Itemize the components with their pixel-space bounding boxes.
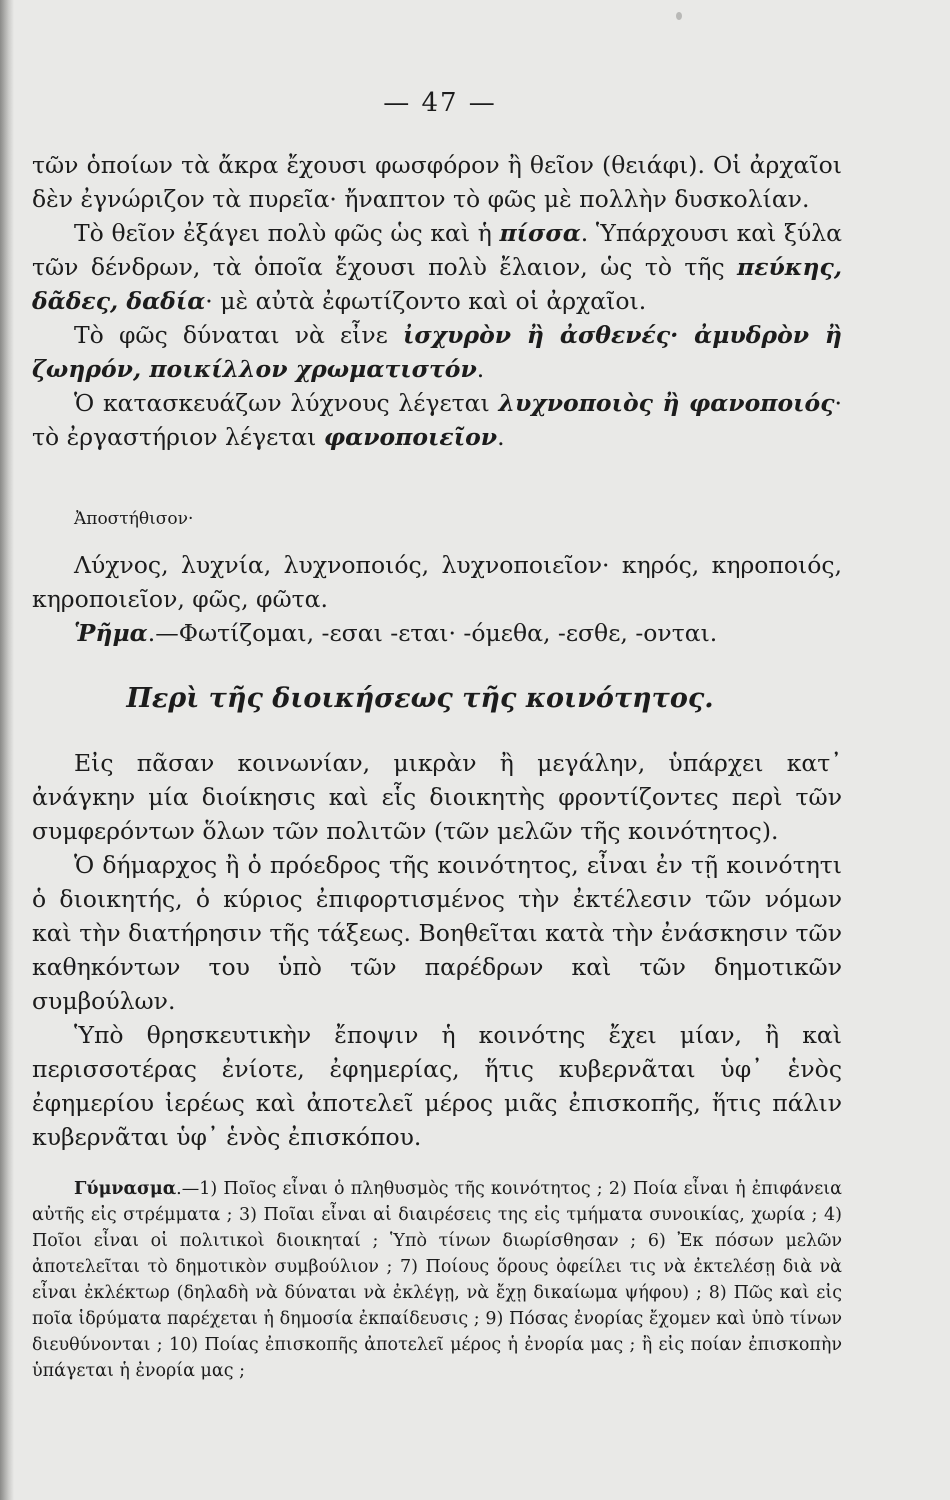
exercise-block [32, 1176, 842, 1384]
vocabulary-words: Λύχνος, λυχνία, λυχνοποιός, λυχνοποιεῖον· κηρός, κηροποιός, κηροποιεῖον, φῶς, φῶτα. [32, 551, 842, 613]
paragraph-sulfur: Τὸ θεῖον ἐξάγει πολὺ φῶς ὡς καὶ ἡ πίσσα. Ὑπάρχουσι καὶ ξύλα τῶν δένδρων, τὰ ὁποῖα ἔχουσι πολὺ ἔλαιον, ὡς τὸ τῆς πεύκης, δᾶδες, δαδία· μὲ αὐτὰ ἐφωτίζοντο καὶ οἱ ἀρχαῖοι. [32, 219, 842, 315]
section-title: Περὶ τῆς διοικήσεως τῆς κοινότητος. [126, 683, 714, 714]
page-binding-edge [0, 0, 14, 1500]
page-number: — 47 — [383, 88, 497, 118]
paragraph-religious: Ὑπὸ θρησκευτικὴν ἔποψιν ἡ κοινότης ἔχει μίαν, ἢ καὶ περισσοτέρας ἐνίοτε, ἐφημερίας, ἥτις κυβερνᾶται ὑφ᾽ ἑνὸς ἐφημερίου ἱερέως καὶ ἀποτελεῖ μέρος μιᾶς ἐπισκοπῆς, ἥτις πάλιν κυβερνᾶται ὑφ᾽ ἑνὸς ἐπισκόπου. [32, 1021, 842, 1151]
exercise-questions: Γύμνασμα.—1) Ποῖος εἶναι ὁ πληθυσμὸς τῆς κοινότητος ; 2) Ποία εἶναι ἡ ἐπιφάνεια αὐτῆς εἰς στρέμματα ; 3) Ποῖαι εἶναι αἱ διαιρέσεις της εἰς τμήματα συνοικίας, χωρία ; 4) Ποῖοι εἶναι οἱ πολιτικοὶ διοικηταί ; Ὑπὸ τίνων διωρίσθησαν ; 6) Ἐκ πόσων μελῶν ἀποτελεῖται τὸ δημοτικὸν συμβούλιον ; 7) Ποίους ὅρους ὀφείλει τις νὰ ἐκτελέσῃ διὰ νὰ εἶναι ἐκλέκτωρ (δηλαδὴ νὰ δύναται νὰ ἐκλέγῃ, νὰ ἔχῃ δικαίωμα ψήφου) ; 8) Πῶς καὶ εἰς ποῖα ἱδρύματα παρέχεται ἡ δημοσία ἐκπαίδευσις ; 9) Πόσας ἐνορίας ἔχομεν καὶ ὑπὸ τίνων διευθύνονται ; 10) Ποίας ἐπισκοπῆς ἀποτελεῖ μέρος ἡ ἐνορία μας ; ἢ εἰς ποίαν ἐπισκοπὴν ὑπάγεται ἡ ἐνορία μας ; [32, 1179, 842, 1381]
paragraph-lamp-maker: Ὁ κατασκευάζων λύχνους λέγεται λυχνοποιὸς ἢ φανοποιός· τὸ ἐργαστήριον λέγεται φανοποιεῖον. [32, 389, 842, 451]
paragraph-light-qualities: Τὸ φῶς δύναται νὰ εἶνε ἰσχυρὸν ἢ ἀσθενές· ἀμυδρὸν ἢ ζωηρόν, ποικίλλον χρωματιστόν. [32, 321, 842, 383]
paper-speck [676, 12, 682, 20]
verb-conjugation: Ῥῆμα.—Φωτίζομαι, -εσαι -εται· -όμεθα, -εσθε, -ονται. [74, 619, 718, 647]
memorize-heading: Ἀποστήθισον· [74, 509, 194, 529]
paragraph-administration: Εἰς πᾶσαν κοινωνίαν, μικρὰν ἢ μεγάλην, ὑπάρχει κατ᾽ ἀνάγκην μία διοίκησις καὶ εἷς διοικητὴς φροντίζοντες περὶ τῶν συμφερόντων ὅλων τῶν πολιτῶν (τῶν μελῶν τῆς κοινότητος). [32, 749, 842, 845]
section-light-text [32, 148, 842, 454]
paragraph-matches: τῶν ὁποίων τὰ ἄκρα ἔχουσι φωσφόρον ἢ θεῖον (θειάφι). Οἱ ἀρχαῖοι δὲν ἐγνώριζον τὰ πυρεῖα· ἤναπτον τὸ φῶς μὲ πολλὴν δυσκολίαν. [32, 151, 842, 213]
section-community-text [32, 746, 842, 1154]
vocabulary-block [32, 548, 842, 650]
paragraph-mayor: Ὁ δήμαρχος ἢ ὁ πρόεδρος τῆς κοινότητος, εἶναι ἐν τῇ κοινότητι ὁ διοικητής, ὁ κύριος ἐπιφορτισμένος τὴν ἐκτέλεσιν τῶν νόμων καὶ τὴν διατήρησιν τῆς τάξεως. Βοηθεῖται κατὰ τὴν ἐνάσκησιν τῶν καθηκόντων του ὑπὸ τῶν παρέδρων καὶ τῶν δημοτικῶν συμβούλων. [32, 851, 842, 1015]
